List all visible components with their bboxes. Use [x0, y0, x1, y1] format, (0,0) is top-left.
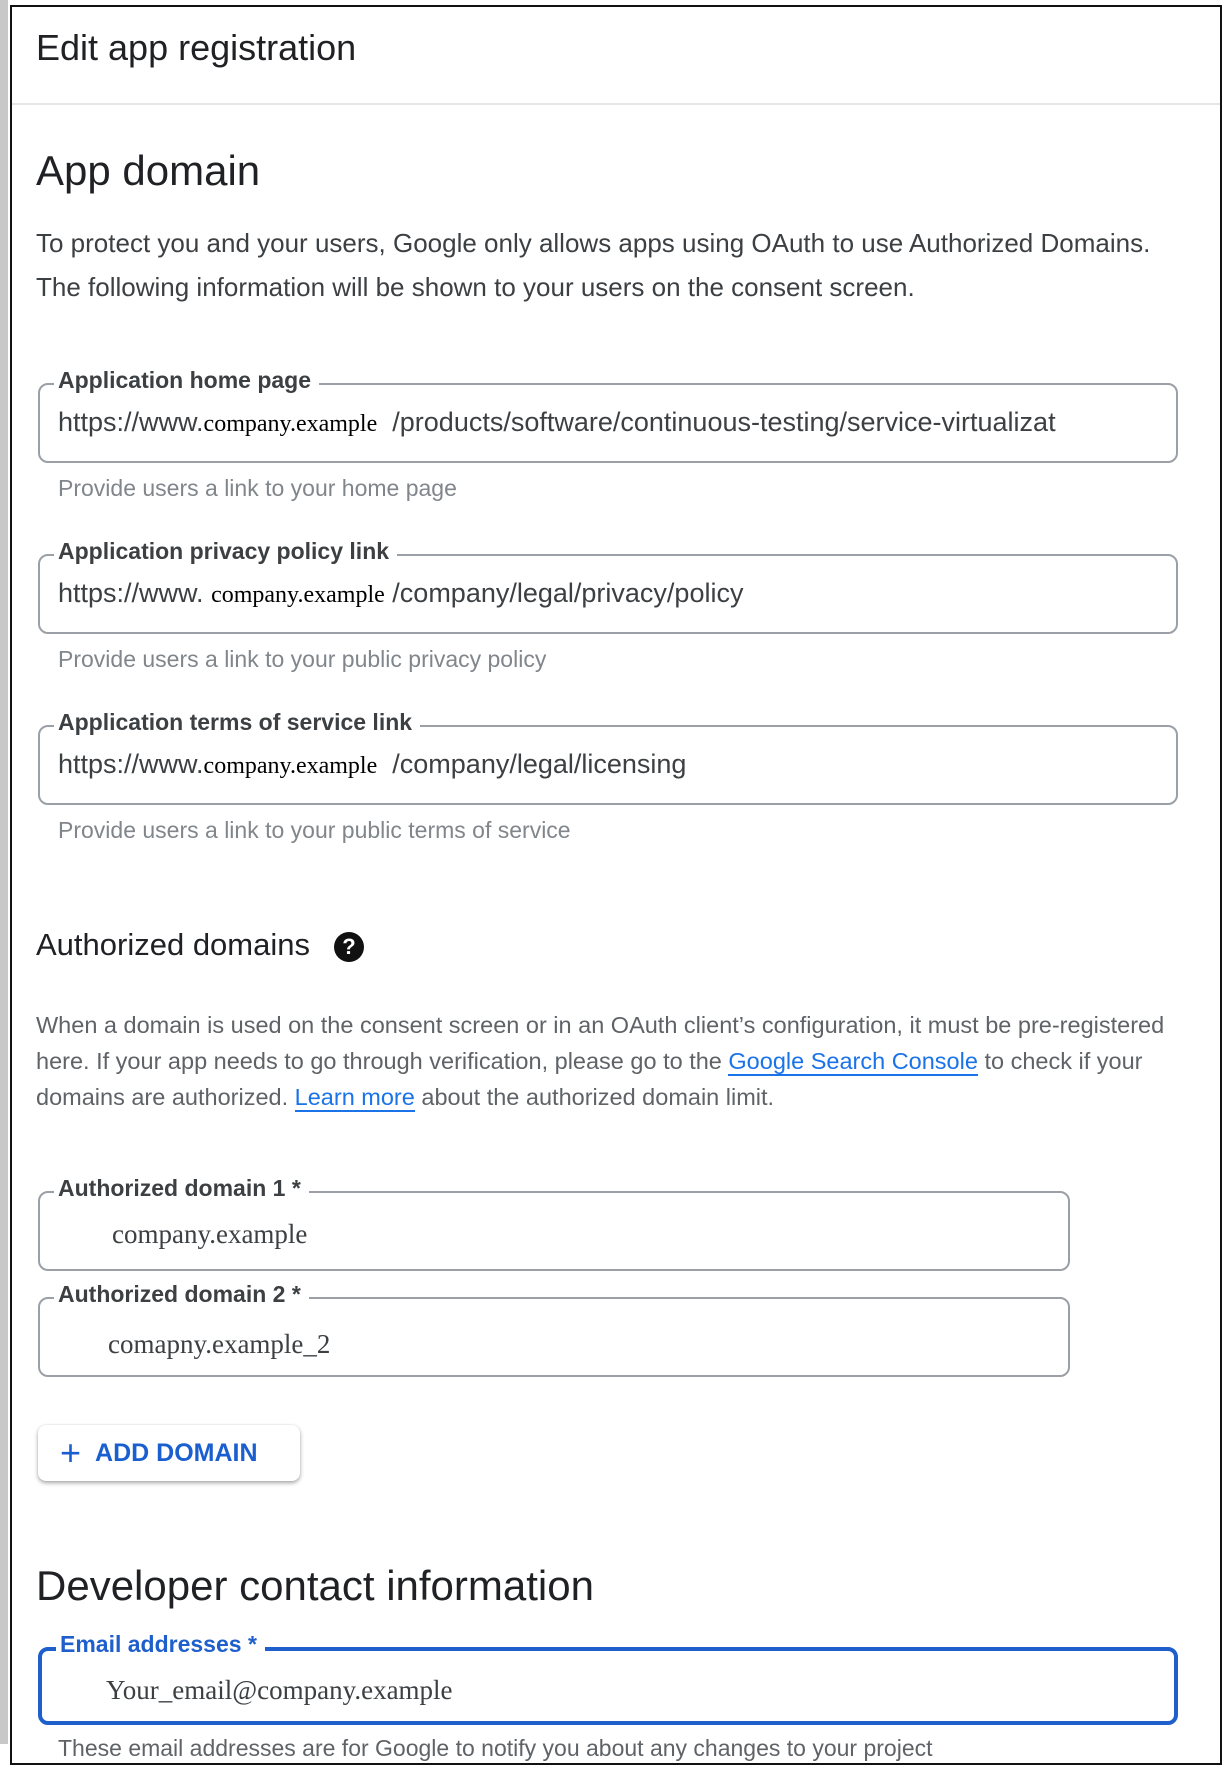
url-prefix: https://www.: [58, 407, 204, 437]
privacy-policy-helper: Provide users a link to your public privacy policy: [58, 646, 547, 672]
url-prefix: https://www.: [58, 578, 204, 608]
learn-more-link[interactable]: Learn more: [294, 1084, 415, 1110]
description-text: When a domain is used on the consent screen or in an OAuth client’s configuration, it must be pre-registered here. If your app needs to go through verification, please go to the: [36, 1012, 1165, 1074]
developer-contact-heading: Developer contact information: [36, 1562, 594, 1609]
url-domain: company.example: [211, 582, 385, 608]
authorized-domain-2-label: Authorized domain 2 *: [54, 1281, 309, 1308]
authorized-domains-title: Authorized domains: [36, 927, 310, 962]
home-page-input[interactable]: [58, 407, 1164, 438]
app-domain-heading: App domain: [36, 147, 261, 194]
email-addresses-field[interactable]: [38, 1631, 1178, 1725]
app-domain-description: To protect you and your users, Google only allows apps using OAuth to use Authorized Domains. The following information will be shown to your users on the consent screen.: [36, 228, 1151, 302]
authorized-domain-2-field[interactable]: [38, 1281, 1070, 1377]
authorized-domain-1-input[interactable]: company.example: [112, 1219, 308, 1249]
email-addresses-label: Email addresses *: [56, 1631, 265, 1658]
home-page-label: Application home page: [54, 367, 319, 394]
url-prefix: https://www.: [58, 749, 204, 779]
authorized-domain-2-input[interactable]: comapny.example_2: [108, 1329, 331, 1359]
url-path: /company/legal/licensing: [392, 749, 687, 779]
dialog: [10, 5, 1222, 1765]
home-page-helper: Provide users a link to your home page: [58, 475, 457, 501]
help-circle-icon[interactable]: ?: [334, 932, 364, 962]
add-domain-button[interactable]: [38, 1425, 300, 1481]
terms-of-service-field[interactable]: [38, 709, 1178, 805]
left-edge: [0, 0, 8, 1744]
terms-of-service-input[interactable]: [58, 749, 1164, 780]
terms-of-service-helper: Provide users a link to your public terms of service: [58, 817, 571, 843]
url-path: /products/software/continuous-testing/service-virtualizat: [392, 407, 1056, 437]
authorized-domains-description: [36, 1007, 1206, 1115]
home-page-field[interactable]: [38, 367, 1178, 463]
authorized-domain-1-label: Authorized domain 1 *: [54, 1175, 309, 1202]
privacy-policy-label: Application privacy policy link: [54, 538, 397, 565]
dialog-title: Edit app registration: [36, 27, 357, 68]
email-addresses-input[interactable]: Your_email@company.example: [106, 1675, 453, 1705]
authorized-domain-1-field[interactable]: [38, 1175, 1070, 1271]
dialog-header: [12, 7, 1220, 105]
description-text: about the authorized domain limit.: [414, 1084, 775, 1110]
url-path: /company/legal/privacy/policy: [392, 578, 744, 608]
privacy-policy-field[interactable]: [38, 538, 1178, 634]
plus-icon: +: [60, 1432, 82, 1473]
url-domain: company.example: [203, 411, 378, 437]
privacy-policy-input[interactable]: [58, 578, 1164, 609]
email-helper-text: These email addresses are for Google to notify you about any changes to your project: [58, 1735, 933, 1761]
google-search-console-link[interactable]: Google Search Console: [728, 1048, 978, 1074]
terms-of-service-label: Application terms of service link: [54, 709, 420, 736]
add-domain-label: ADD DOMAIN: [95, 1438, 258, 1467]
description-text: to check if your domains are authorized.: [36, 1048, 1143, 1110]
url-domain: company.example: [203, 753, 378, 779]
authorized-domains-heading: [36, 927, 364, 963]
